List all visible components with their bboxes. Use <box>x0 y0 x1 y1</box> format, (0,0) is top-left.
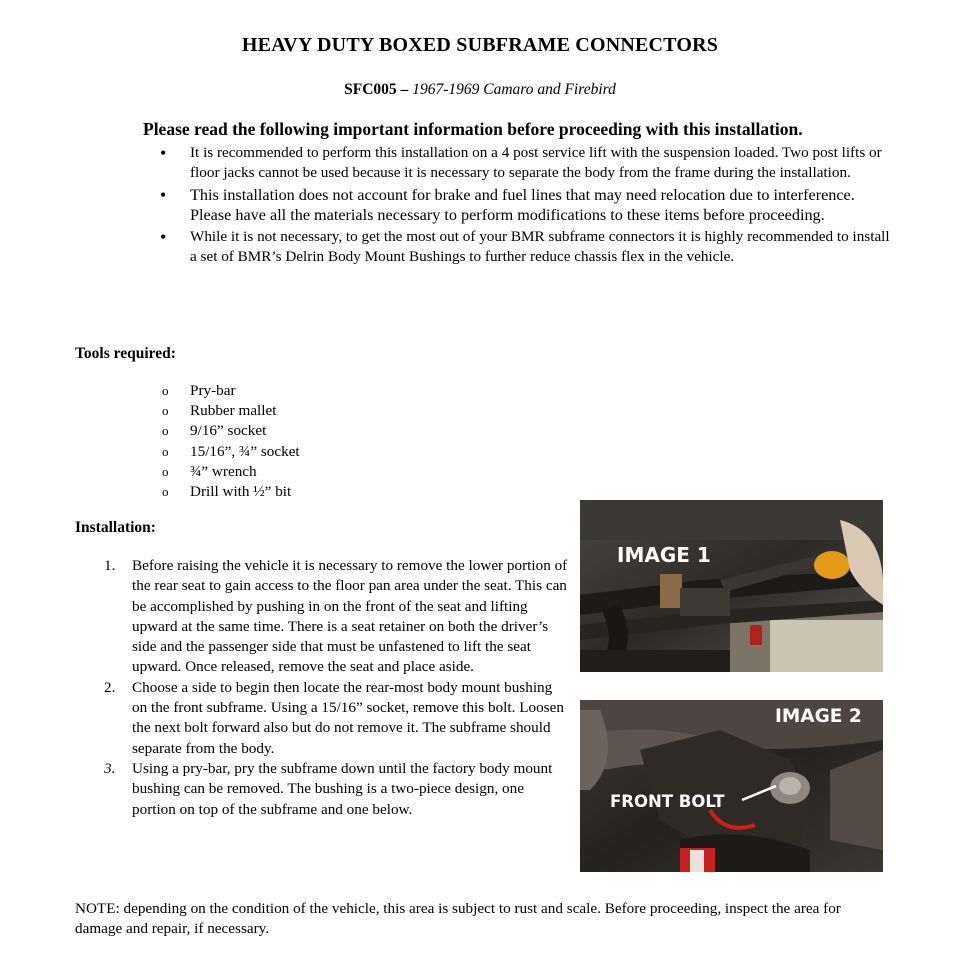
step-item <box>100 759 568 820</box>
image-1-photo <box>580 500 883 672</box>
tool-item: o 9/16” socket <box>160 421 300 441</box>
info-bullet: • This installation does not account for brake and fuel lines that may need relocation due to interference. Please have all the materials necessary to perform modifications to these items before proceeding. <box>160 185 890 225</box>
step-item <box>100 678 568 759</box>
important-notice: Please read the following important information before proceeding with this installation. <box>143 119 803 139</box>
tool-item: o ¾” wrench <box>160 462 300 482</box>
info-bullet: • While it is not necessary, to get the most out of your BMR subframe connectors it is highly recommended to install a set of BMR’s Delrin Body Mount Bushings to further reduce chassis flex in the vehicle. <box>160 227 890 267</box>
front-bolt-label: FRONT BOLT <box>610 792 725 811</box>
tools-list <box>160 381 300 502</box>
image-2-label: IMAGE 2 <box>775 706 862 727</box>
tool-item: o Pry-bar <box>160 381 300 401</box>
image-2-photo <box>580 700 883 872</box>
step-number: 1. <box>104 557 116 574</box>
info-bullet: • It is recommended to perform this installation on a 4 post service lift with the suspension loaded. Two post lifts or floor jacks cannot be used because it is necessary to separate the body from the frame during the installation. <box>160 143 890 183</box>
important-info-list <box>160 143 890 269</box>
rust-note: NOTE: depending on the condition of the vehicle, this area is subject to rust and scale. Before proceeding, inspect the area for damage and repair, if necessary. <box>75 900 841 937</box>
step-text: Using a pry-bar, pry the subframe down until the factory body mount bushing can be removed. The bushing is a two-piece design, one portion on top of the subframe and one below. <box>132 759 553 818</box>
tool-item: o 15/16”, ¾” socket <box>160 442 300 462</box>
vehicle-model: 1967-1969 Camaro and Firebird <box>412 81 616 98</box>
step-item <box>100 556 568 678</box>
image-1-label: IMAGE 1 <box>617 543 711 567</box>
tool-item: o Drill with ½” bit <box>160 482 300 502</box>
step-text: Choose a side to begin then locate the rear-most body mount bushing on the front subframe. Using a 15/16” socket, remove this bolt. Loosen the next bolt forward also but do not remove it. The subframe should separate from the body. <box>132 678 564 757</box>
image-1-illustration <box>580 500 883 672</box>
installation-steps <box>100 556 568 820</box>
part-number: SFC005 – <box>344 81 409 98</box>
tool-item: o Rubber mallet <box>160 401 300 421</box>
step-number: 2. <box>104 678 116 696</box>
installation-heading: Installation: <box>75 519 156 536</box>
document-subtitle <box>0 81 960 99</box>
document-title: HEAVY DUTY BOXED SUBFRAME CONNECTORS <box>241 34 719 56</box>
tools-heading: Tools required: <box>75 345 176 362</box>
step-text: Before raising the vehicle it is necessary to remove the lower portion of the rear seat to gain access to the floor pan area under the seat. This can be accomplished by pushing in on the front of the seat and lifting upward at the same time. There is a seat retainer on both the driver’s side and the passenger side that must be unfastened to lift the seat upward. Once released, remove the seat and place aside. <box>132 557 568 676</box>
step-number: 3. <box>104 759 116 777</box>
